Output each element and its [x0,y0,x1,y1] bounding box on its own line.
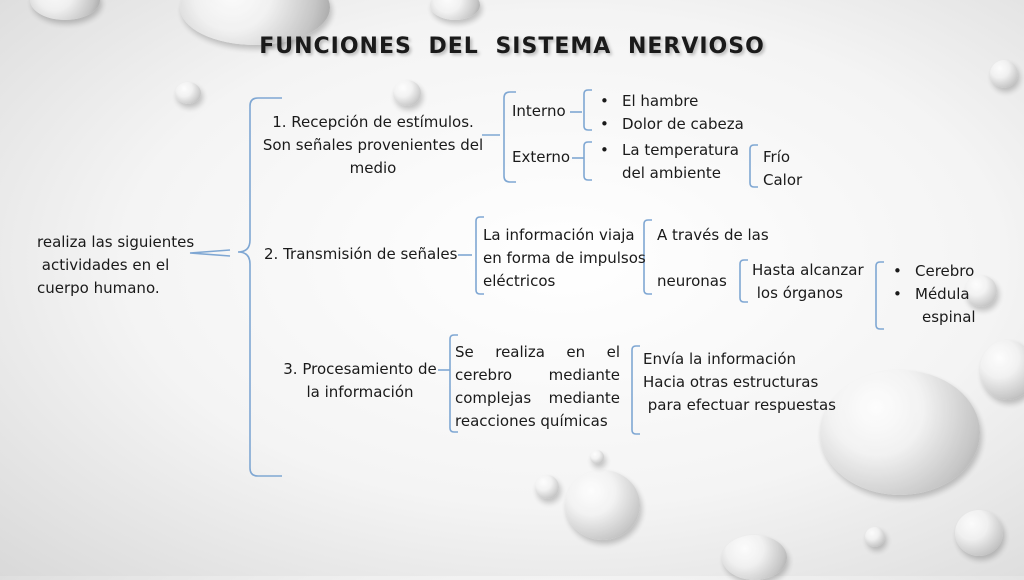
description-line: cerebro mediante [455,366,620,384]
reach-line: Hasta alcanzar [752,261,864,279]
interno-item: • Dolor de cabeza [622,113,744,136]
reach-line: los órganos [752,284,843,302]
reception-line: medio [349,159,397,177]
function-processing [280,358,440,404]
root-line: actividades en el [37,256,170,274]
reach-text [752,259,864,305]
externo-item [622,139,739,185]
organ-item-cont: espinal [922,308,976,326]
transmission-info [483,224,646,293]
interno-item: • El hambre [622,90,698,113]
reception-line: Son señales provenientes del [262,136,484,154]
function-transmission: 2. Transmisión de señales [264,245,458,263]
interno-label: Interno [512,102,566,120]
root-line: realiza las siguientes [37,233,195,251]
processing-result [643,348,836,417]
externo-values [763,146,802,192]
externo-label: Externo [512,148,571,166]
info-line: La información viaja [483,226,635,244]
description-line: complejas mediante [455,389,620,407]
info-line: eléctricos [483,272,556,290]
result-line: Envía la información [643,350,797,368]
processing-line: 3. Procesamiento de [283,360,437,378]
processing-description [455,341,620,433]
result-line: Hacia otras estructuras [643,373,819,391]
page-title: FUNCIONES DEL SISTEMA NERVIOSO [259,34,765,59]
result-line: para efectuar respuestas [643,396,836,414]
via-line: A través de las [657,226,769,244]
externo-value: Calor [763,171,803,189]
reception-line: 1. Recepción de estímulos. [272,113,474,131]
root-node [37,231,194,300]
organ-item: • Cerebro [915,260,976,283]
externo-item-line: del ambiente [622,164,722,182]
description-line: Se realiza en el [455,343,620,361]
organ-item: • Médula [915,283,976,306]
via-line: neuronas [657,272,727,290]
description-line: reacciones químicas [455,412,608,430]
root-line: cuerpo humano. [37,279,160,297]
function-reception [258,111,488,180]
processing-line: la información [306,383,414,401]
organs-list [915,260,976,329]
info-line: en forma de impulsos [483,249,646,267]
externo-value: Frío [763,148,791,166]
externo-item-line: • La temperatura [622,139,739,162]
